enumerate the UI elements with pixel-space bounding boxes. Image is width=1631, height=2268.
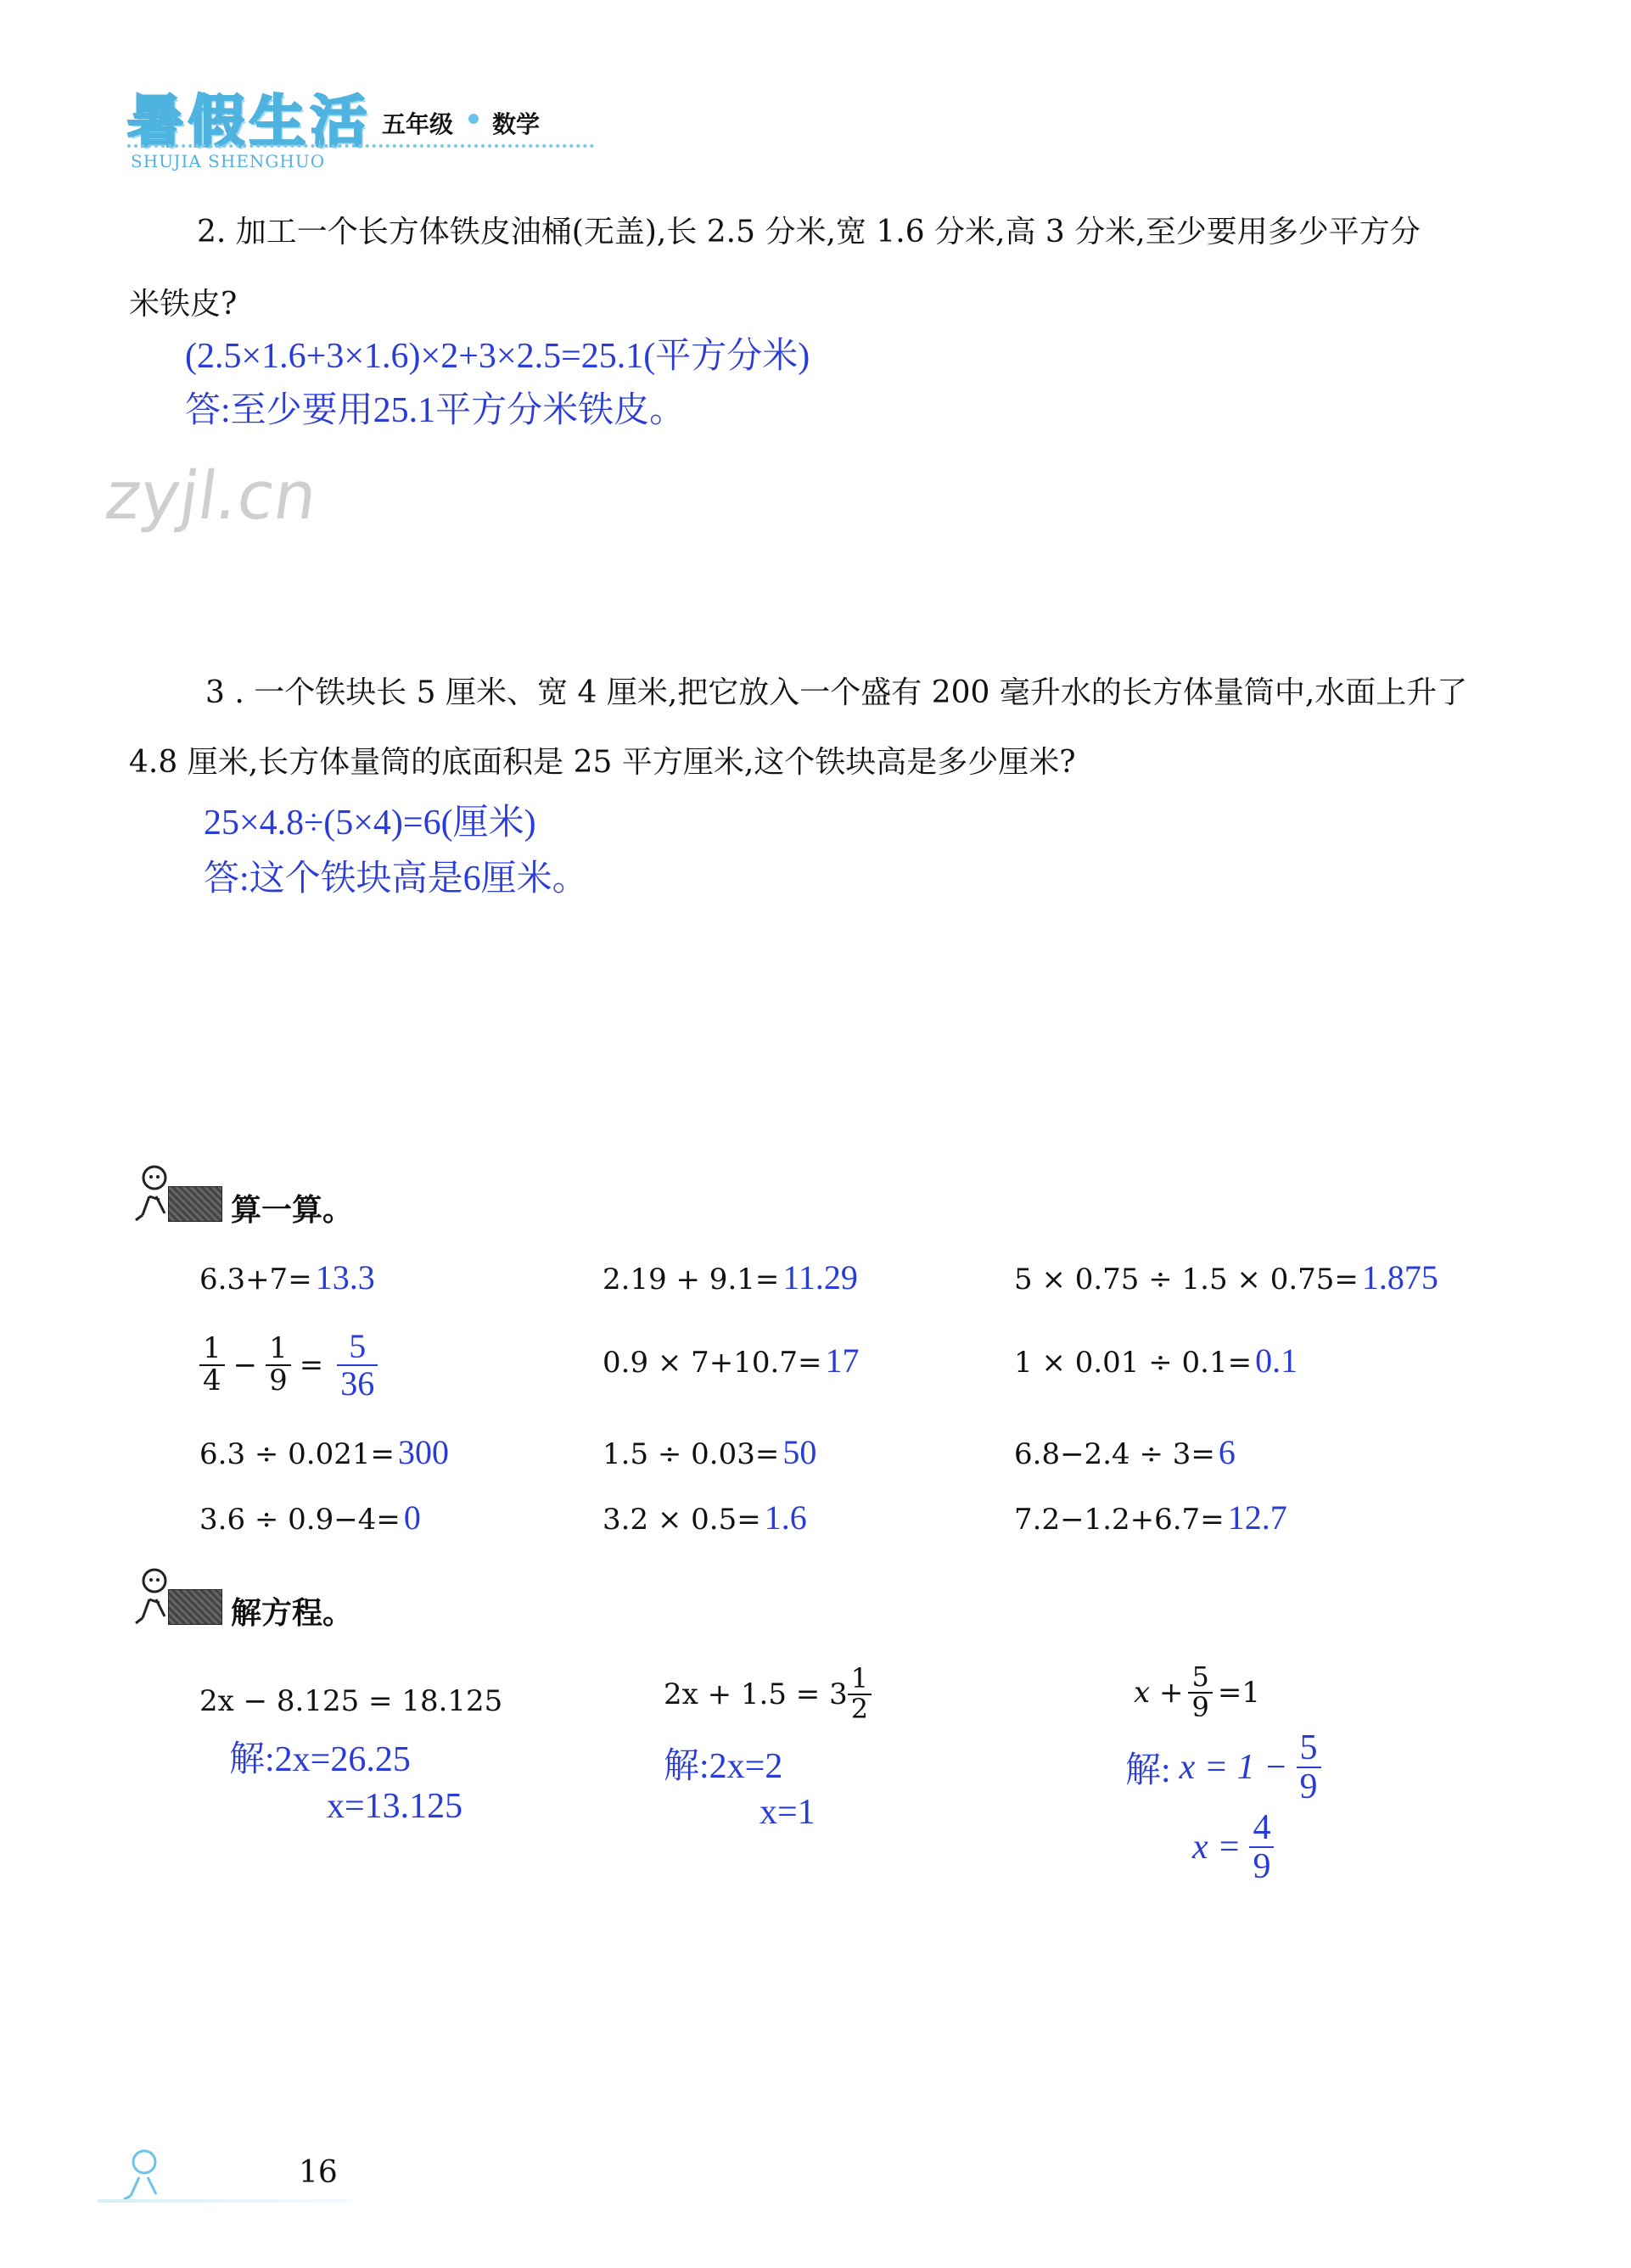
- equation-2: 2x + 1.5 = 3 $\frac{1}{2}$: [664, 1665, 872, 1723]
- grade-label: 五年级: [382, 110, 454, 138]
- dot-icon: [468, 114, 479, 124]
- calc-answer-1: 13.3: [315, 1258, 375, 1296]
- calc-answer-7: 300: [398, 1433, 449, 1471]
- problem-3-line2: 4.8 厘米,长方体量筒的底面积是 25 平方厘米,这个铁块高是多少厘米?: [129, 745, 1076, 780]
- calc-answer-11: 1.6: [764, 1498, 807, 1537]
- fraction: $\frac{1}{2}$: [848, 1665, 872, 1723]
- calc-answer-5: 17: [825, 1341, 860, 1380]
- calc-item-12: 7.2−1.2+6.7= 12.7: [1014, 1498, 1287, 1537]
- equation-section-header: [127, 1565, 467, 1633]
- fraction: $\frac{5}{9}$: [1297, 1729, 1321, 1806]
- fraction: $\frac{5}{9}$: [1188, 1663, 1212, 1722]
- calc-item-4: $\frac{1}{4}$ − $\frac{1}{9}$ = $\frac{5}{36}$: [199, 1329, 378, 1402]
- equation-3: x + $\frac{5}{9}$ =1: [1134, 1660, 1260, 1723]
- calc-answer-12: 12.7: [1227, 1498, 1287, 1537]
- problem-2-line2: 米铁皮?: [129, 287, 238, 322]
- problem-2-line1: 2. 加工一个长方体铁皮油桶(无盖),长 2.5 分米,宽 1.6 分米,高 3 分米,至少要用多少平方分: [197, 215, 1421, 249]
- header: [127, 76, 603, 170]
- calc-answer-3: 1.875: [1361, 1258, 1438, 1296]
- calc-section-header: [127, 1162, 467, 1230]
- pinyin-label: SHUJIA SHENGHUO: [131, 151, 326, 171]
- calc-item-1: 6.3+7= 13.3: [199, 1258, 375, 1296]
- calc-item-9: 6.8−2.4 ÷ 3= 6: [1014, 1433, 1236, 1471]
- section-marker-icon: [168, 1589, 222, 1625]
- kid-footer-icon: [119, 2147, 187, 2206]
- equation-section-title: 解方程。: [231, 1596, 354, 1631]
- calc-item-10: 3.6 ÷ 0.9−4= 0: [199, 1498, 421, 1537]
- equation-3-step-1: 解: x = 1 − $\frac{5}{9}$: [1125, 1729, 1321, 1806]
- calc-answer-2: 11.29: [782, 1258, 858, 1296]
- equation-1: 2x − 8.125 = 18.125: [199, 1684, 503, 1718]
- calc-answer-10: 0: [403, 1498, 421, 1537]
- fraction: $\frac{4}{9}$: [1249, 1809, 1274, 1885]
- logo: 暑假生活: [127, 89, 372, 154]
- calc-item-3: 5 × 0.75 ÷ 1.5 × 0.75= 1.875: [1014, 1258, 1438, 1296]
- equation-3-step-2: x = $\frac{4}{9}$: [1192, 1809, 1274, 1885]
- problem-3-answer: 答:这个铁块高是6厘米。: [204, 860, 588, 899]
- watermark: zyjl.cn: [100, 458, 322, 535]
- section-marker-icon: [168, 1186, 222, 1222]
- calc-answer-9: 6: [1218, 1433, 1236, 1471]
- calc-item-8: 1.5 ÷ 0.03= 50: [603, 1433, 817, 1471]
- calc-item-7: 6.3 ÷ 0.021= 300: [199, 1433, 449, 1471]
- calc-item-5: 0.9 × 7+10.7= 17: [603, 1341, 860, 1380]
- problem-3-line1: 3 . 一个铁块长 5 厘米、宽 4 厘米,把它放入一个盛有 200 毫升水的长方体量筒中,水面上升了: [205, 675, 1468, 710]
- problem-2-expression: (2.5×1.6+3×1.6)×2+3×2.5=25.1(平方分米): [185, 337, 810, 376]
- calc-item-2: 2.19 + 9.1= 11.29: [603, 1258, 858, 1296]
- equation-2-step-2: x=1: [759, 1793, 816, 1832]
- calc-answer-6: 0.1: [1255, 1341, 1298, 1380]
- calc-answer-8: 50: [782, 1433, 817, 1471]
- footer-line: [98, 2199, 352, 2203]
- subject-label: 数学: [492, 110, 541, 138]
- problem-3-expression: 25×4.8÷(5×4)=6(厘米): [204, 804, 536, 843]
- header-divider: [127, 144, 594, 148]
- equation-2-step-1: 解:2x=2: [664, 1747, 783, 1786]
- calc-item-6: 1 × 0.01 ÷ 0.1= 0.1: [1014, 1341, 1298, 1380]
- calc-section-title: 算一算。: [231, 1193, 354, 1228]
- calc-answer-4: $\frac{5}{36}$: [337, 1329, 378, 1402]
- equation-1-step-1: 解:2x=26.25: [229, 1740, 411, 1779]
- fraction: $\frac{1}{4}$: [199, 1334, 225, 1396]
- page-number: 16: [299, 2155, 338, 2190]
- problem-2-answer: 答:至少要用25.1平方分米铁皮。: [185, 391, 686, 430]
- equation-1-step-2: x=13.125: [327, 1787, 463, 1826]
- calc-item-11: 3.2 × 0.5= 1.6: [603, 1498, 807, 1537]
- fraction: $\frac{1}{9}$: [266, 1334, 291, 1396]
